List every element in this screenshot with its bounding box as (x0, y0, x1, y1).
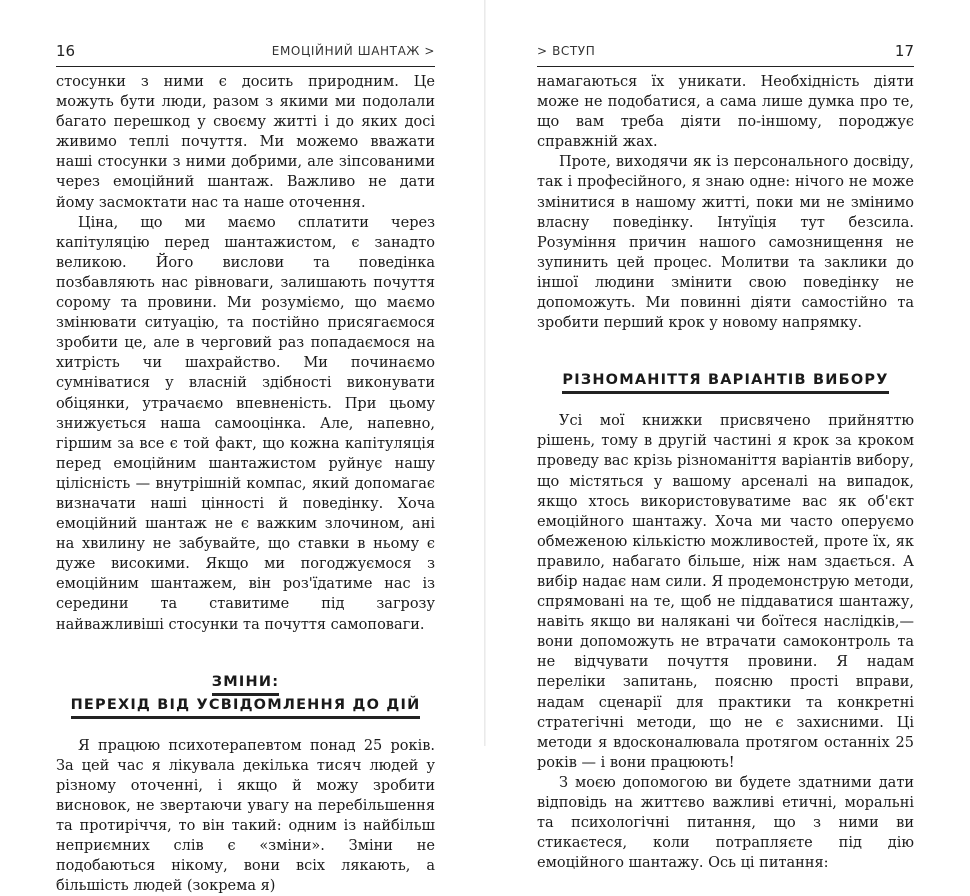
left-page-number: 16 (56, 42, 76, 60)
left-paragraph-3: Я працюю психотерапевтом понад 25 років. За цей час я лікувала декілька тисяч людей у різному оточенні, і якщо й можу зробити висновок, не звертаючи увагу на перебільшення та протиріччя, то він такий: одним із найбільш неприємних слів є «зміни». Зміни не подобаються нікому, вони всіх лякають, а більшість людей (зокрема я) (56, 737, 435, 895)
right-paragraph-2: Проте, виходячи як із персонального досвіду, так і професійного, я знаю одне: нічого не може змінитися в нашому житті, поки ми не змінимо власну поведінку. Інтуїція тут безсила. Розуміння причин нашого самознищення не зупинить цей процес. Молитви та заклики до іншої людини змінити свою поведінку не допоможуть. Ми повинні діяти самостійно та зробити перший крок у новому напрямку. (537, 154, 914, 332)
right-paragraph-4: З моєю допомогою ви будете здатними дати відповідь на життєво важливі етичні, моральні та психологічні питання, що з ними ви стикаєтеся, коли потрапляєте під дію емоційного шантажу. Ось ці питання: (537, 774, 914, 872)
right-page (485, 0, 970, 872)
right-header-rule (537, 66, 914, 67)
right-section-title (537, 371, 914, 394)
right-page-body (537, 72, 914, 873)
right-running-head: > ВСТУП (537, 44, 596, 58)
right-paragraph-3: Усі мої книжки присвячено прийняттю рішень, тому в другій частині я крок за кроком проведу вас крізь різноманіття варіантів вибору, що містяться у вашому арсеналі на випадок, якщо хтось використовуватиме вас як об'єкт емоційного шантажу. Хоча ми часто оперуємо обмеженою кількістю можливостей, проте їх, як правило, набагато більше, ніж нам здається. А вибір надає нам сили. Я продемонструю методи, спрямовані на те, щоб не піддаватися шантажу, навіть якщо ви наляканi чи боїтеся наслідків,— вони допоможуть не втрачати самоконтроль та не відчувати почуття провини. Я надам переліки запитань, поясню прості вправи, надам сценарії для практики та конкретні стратегічні методи, що не є захисними. Ці методи я вдосконалювала протягом останніх 25 років — і вони працюють! (537, 413, 914, 771)
left-paragraph-1: стосунки з ними є досить природним. Це можуть бути люди, разом з якими ми подолали багато перешкод у своєму житті і до яких досі живимо теплі почуття. Ми можемо вважати наші стосунки з ними добрими, але зіпсованими через емоційний шантаж. Важливо не дати йому засмоктати нас та наше оточення. (56, 74, 435, 211)
left-page-header (56, 40, 435, 62)
left-header-rule (56, 66, 435, 67)
left-page (0, 0, 485, 895)
left-running-head: ЕМОЦІЙНИЙ ШАНТАЖ > (271, 44, 435, 58)
left-paragraph-2: Ціна, що ми маємо сплатити через капітуляцію перед шантажистом, є занадто великою. Його вислови та поведінка позбавляють нас рівноваги, залишають почуття сорому та провини. Ми розуміємо, що маємо змінювати ситуацію, та постійно присягаємося зробити це, але в черговий раз попадаємося на хитрість чи шахрайство. Ми починаємо сумніватися у власній здібності виконувати обіцянки, утрачаємо впевненість. При цьому знижується наша самооцінка. Але, напевно, гіршим за все є той факт, що кожна капітуляція перед емоційним шантажистом руйнує нашу цілісність — внутрішній компас, який допомагає визначати наші цінності й поведінку. Хоча емоційний шантаж не є важким злочином, ані на хвилину не забувайте, що ставки в ньому є дуже високими. Якщо ми погоджуємося з емоційним шантажем, він роз'їдатиме нас із середини та ставитиме під загрозу найважливіші стосунки та почуття самоповаги. (56, 214, 435, 633)
left-page-body (56, 72, 435, 896)
right-page-number: 17 (894, 42, 914, 60)
right-paragraph-1: намагаються їх уникати. Необхідність діяти може не подобатися, а сама лише думка про те, що вам треба діяти по-іншому, породжує справжній жах. (537, 74, 914, 151)
right-page-header (537, 40, 914, 62)
left-section-title-line1: ЗМІНИ: (212, 673, 279, 696)
left-section-title (56, 673, 435, 719)
left-section-title-line2: ПЕРЕХІД ВІД УСВІДОМЛЕННЯ ДО ДІЙ (71, 696, 421, 719)
right-section-title-text: РІЗНОМАНІТТЯ ВАРІАНТІВ ВИБОРУ (562, 371, 888, 394)
